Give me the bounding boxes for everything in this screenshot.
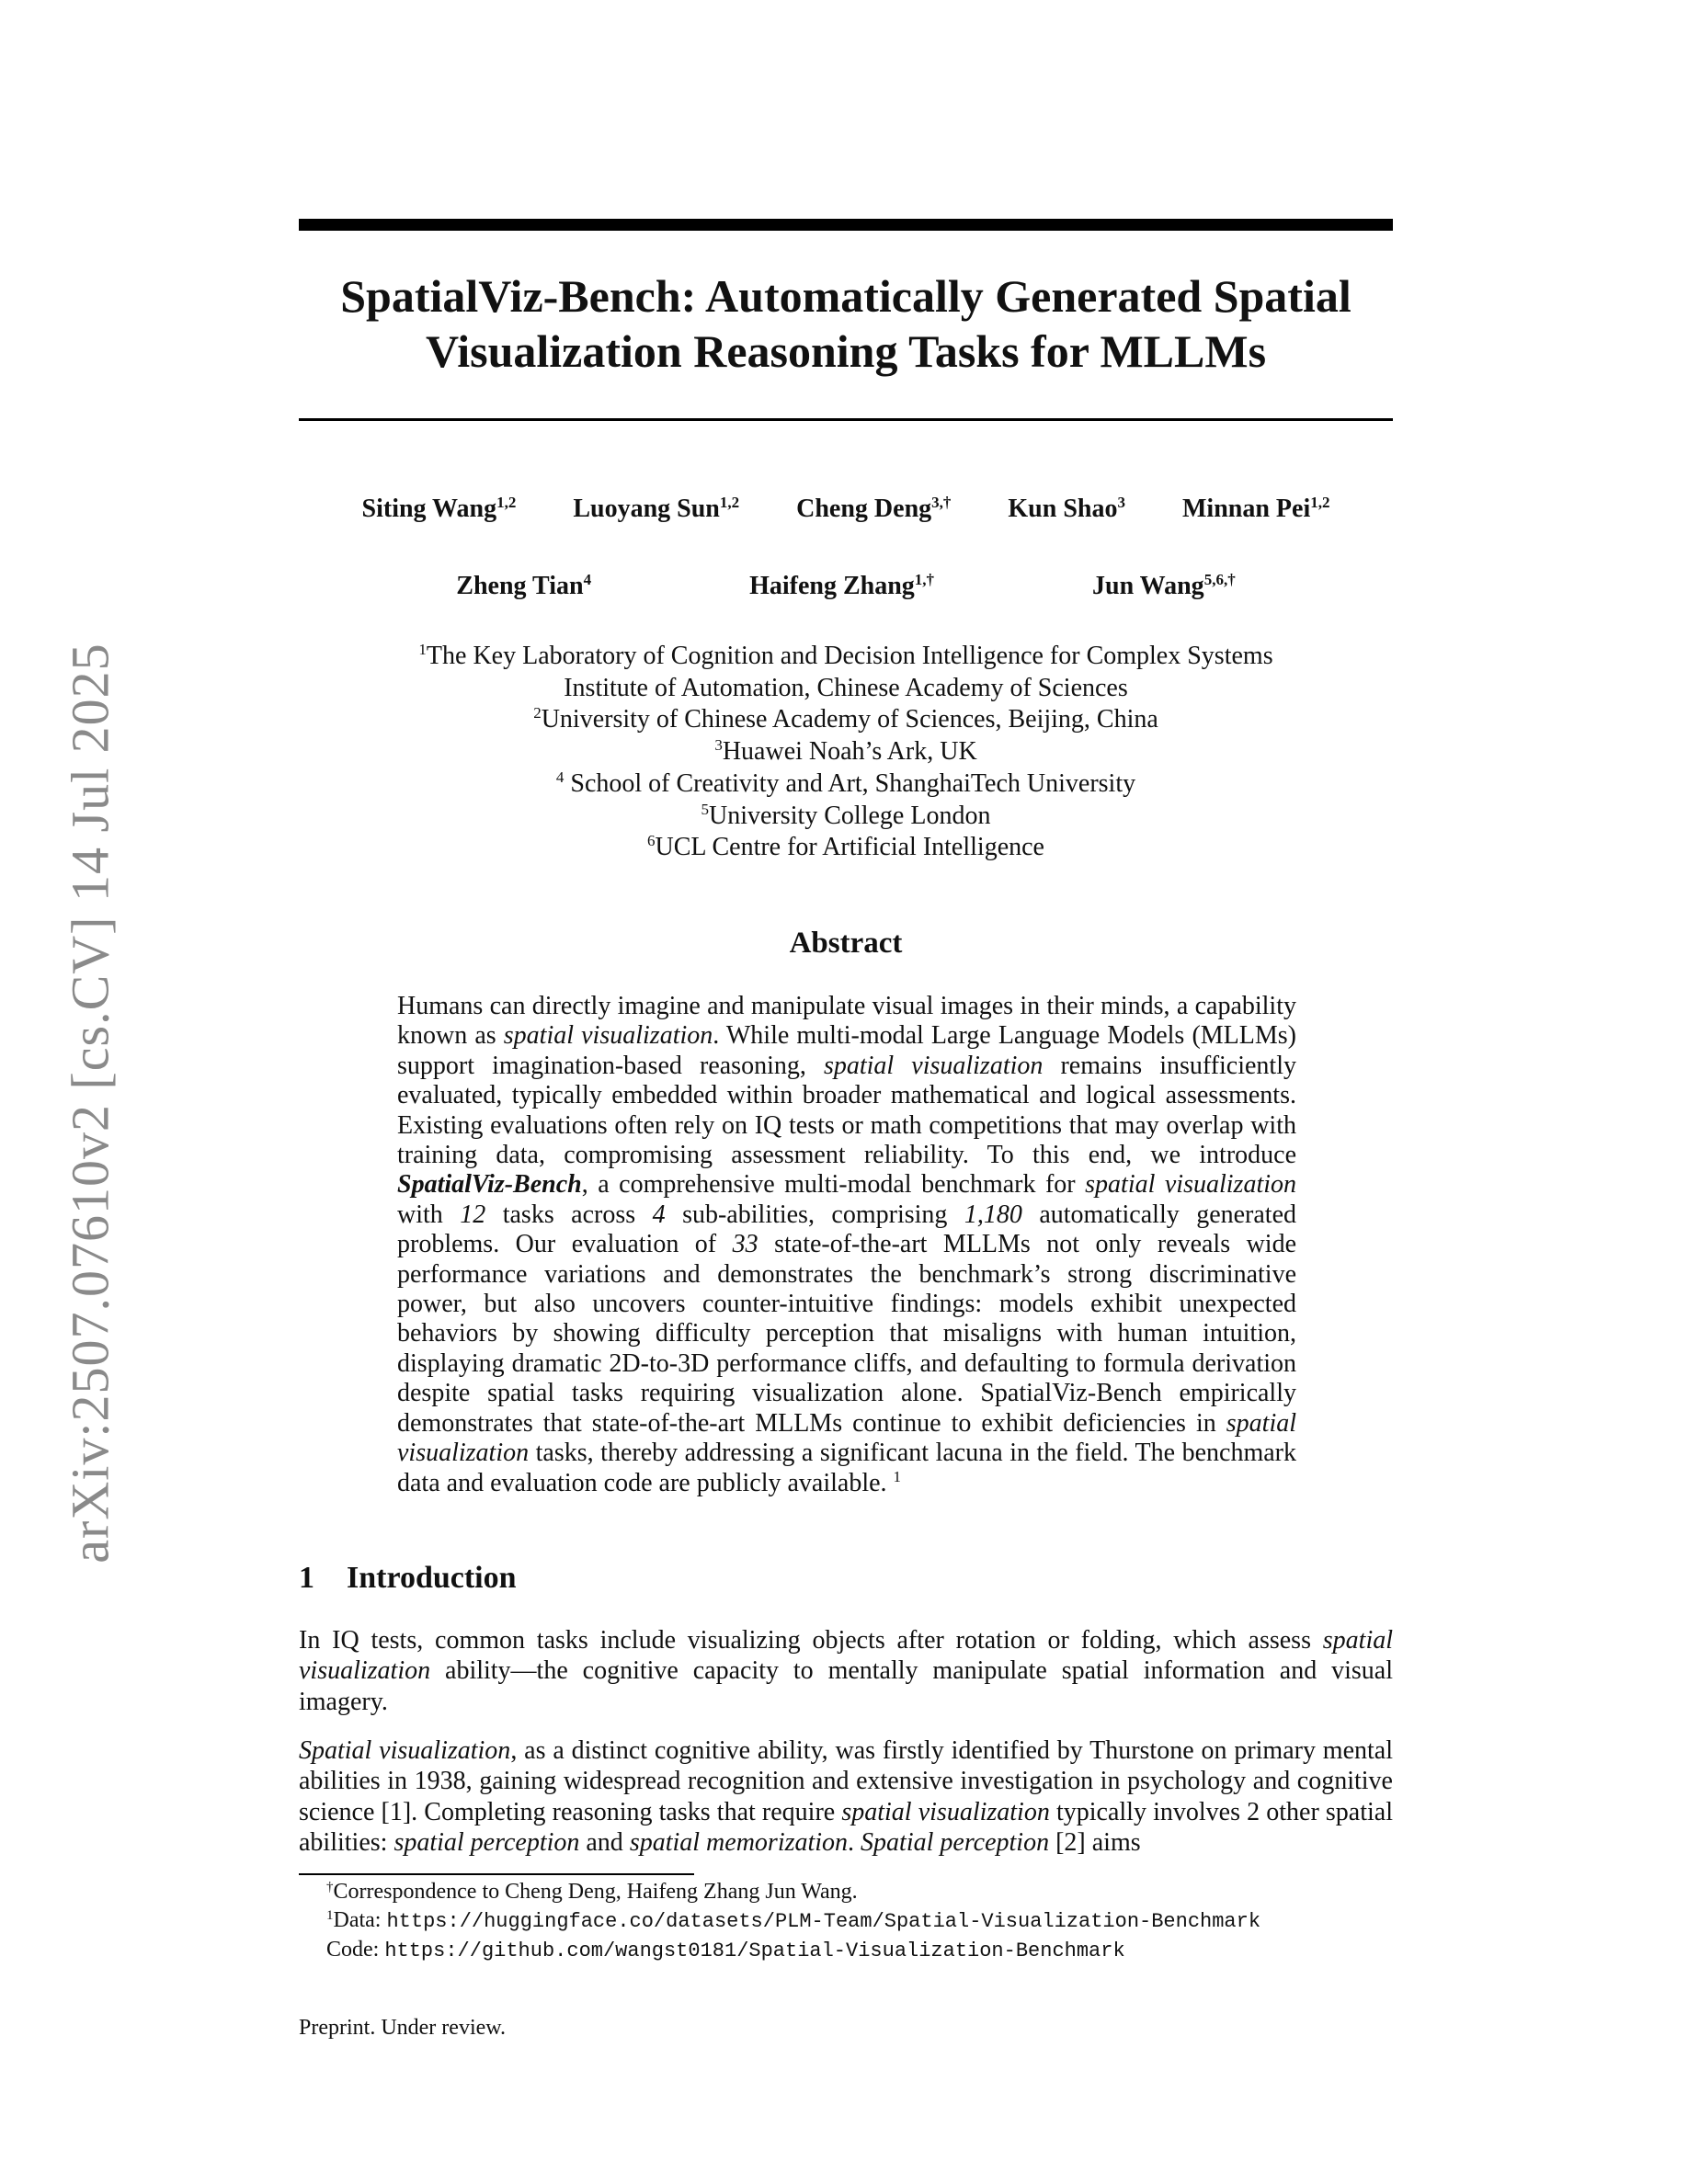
author: Zheng Tian$^4$ [456,571,592,600]
footnote-rule [299,1873,694,1875]
section-heading-introduction: 1 Introduction [299,1561,517,1595]
title-line-2: Visualization Reasoning Tasks for MLLMs [425,325,1267,377]
affiliation: Institute of Automation, Chinese Academy of Sciences [564,673,1128,702]
affiliation: $^4$ School of Creativity and Art, ShanghaiTech University [555,768,1136,798]
arxiv-stamp: arXiv:2507.07610v2 [cs.CV] 14 Jul 2025 [60,643,120,1564]
paper-title [299,268,1393,379]
title-top-rule [299,219,1393,231]
title-line-1: SpatialViz-Bench: Automatically Generated Spatial [340,270,1352,322]
affiliation: $^2$University of Chinese Academy of Sciences, Beijing, China [533,704,1158,734]
abstract-body: Humans can directly imagine and manipulate visual images in their minds, a capability known as spatial visualization. While multi-modal Large Language Models (MLLMs) support imagination-based reasoning, spatial visualization remains insufficiently evaluated, typically embedded within broader mathematical and logical assessments. Existing evaluations often rely on IQ tests or math competitions that may overlap with training data, compromising assessment reliability. To this end, we introduce SpatialViz-Bench, a comprehensive multi-modal benchmark for spatial visualization with 12 tasks across 4 sub-abilities, comprising 1,180 automatically generated problems. Our evaluation of 33 state-of-the-art MLLMs not only reveals wide performance variations and demonstrates the benchmark’s strong discriminative power, but also uncovers counter-intuitive findings: models exhibit unexpected behaviors by showing difficulty perception that misaligns with human intuition, displaying dramatic 2D-to-3D performance cliffs, and defaulting to formula derivation despite spatial tasks requiring visualization alone. SpatialViz-Bench empirically demonstrates that state-of-the-art MLLMs continue to exhibit deficiencies in spatial visualization tasks, thereby addressing a significant lacuna in the field. The benchmark data and evaluation code are publicly available. $^1$ [397,992,1297,1497]
author: Haifeng Zhang$^{1,\dagger}$ [749,571,935,600]
affiliation: $^5$University College London [701,800,991,830]
author: Cheng Deng$^{3,\dagger}$ [796,494,952,523]
code-url-link[interactable]: https://github.com/wangst0181/Spatial-Visualization-Benchmark [384,1939,1125,1962]
authors-row-1 [299,495,1393,524]
footnotes [326,1878,1393,1965]
footnote-code: Code: https://github.com/wangst0181/Spatial-Visualization-Benchmark [326,1938,1125,1962]
footnote-data: $^1$Data: https://huggingface.co/datasets/PLM-Team/Spatial-Visualization-Benchmark [326,1908,1261,1933]
benchmark-name: SpatialViz-Bench [397,1170,582,1200]
intro-paragraph-2: Spatial visualization, as a distinct cognitive ability, was firstly identified by Thurstone on primary mental abilities in 1938, gaining widespread recognition and extensive investigation in psychology and cognitive science [1]. Completing reasoning tasks that require spatial visualization typically involves 2 other spatial abilities: spatial perception and spatial memorization. Spatial perception [2] aims [299,1736,1393,1857]
author: Kun Shao$^3$ [1008,494,1125,523]
author: Minnan Pei$^{1,2}$ [1181,494,1330,523]
author: Jun Wang$^{5,6,\dagger}$ [1092,571,1236,600]
footnote-ref[interactable]: 1 [893,1467,902,1485]
affiliation: $^1$The Key Laboratory of Cognition and Decision Intelligence for Complex Systems [418,641,1273,670]
author: Luoyang Sun$^{1,2}$ [573,494,740,523]
abstract-heading: Abstract [789,927,903,960]
data-url-link[interactable]: https://huggingface.co/datasets/PLM-Team/Spatial-Visualization-Benchmark [386,1910,1261,1933]
affiliations [299,641,1393,864]
preprint-note: Preprint. Under review. [299,2016,507,2040]
title-bottom-rule [299,418,1393,421]
affiliation: $^6$UCL Centre for Artificial Intelligence [647,832,1044,862]
affiliation: $^3$Huawei Noah’s Ark, UK [714,736,977,767]
authors-row-2 [299,572,1393,601]
author: Siting Wang$^{1,2}$ [361,494,517,523]
footnote-correspondence: †Correspondence to Cheng Deng, Haifeng Zhang Jun Wang. [326,1880,858,1904]
intro-paragraph-1: In IQ tests, common tasks include visualizing objects after rotation or folding, which assess spatial visualization ability—the cognitive capacity to mentally manipulate spatial information and visual imagery. [299,1626,1393,1716]
